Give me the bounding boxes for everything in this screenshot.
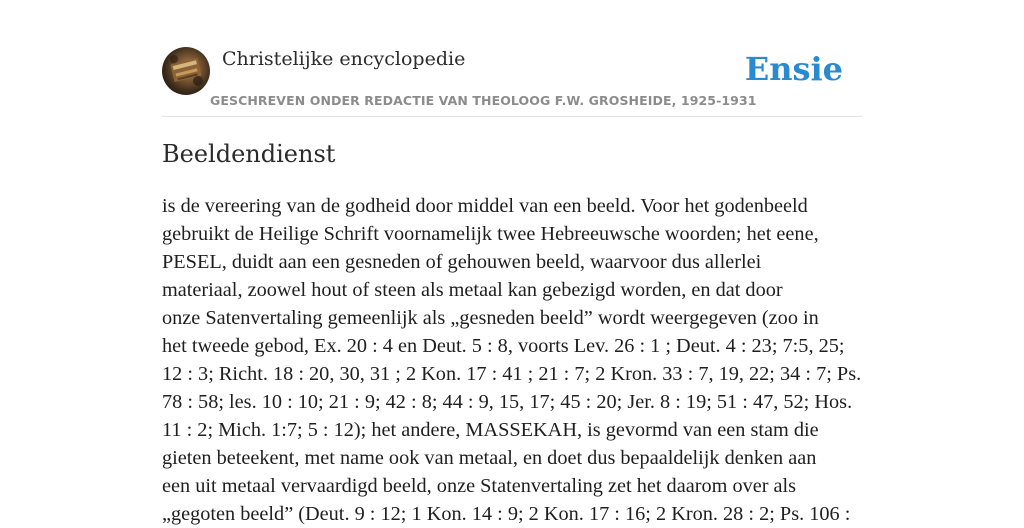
encyclopedia-header <box>162 47 862 117</box>
article-line: gieten beteekent, met name ook van metaal, en doet dus bepaaldelijk denken aan <box>162 447 817 469</box>
article-line: gebruikt de Heilige Schrift voornamelijk twee Hebreeuwsche woorden; het eene, <box>162 223 819 245</box>
article-line: is de vereering van de godheid door middel van een beeld. Voor het godenbeeld <box>162 195 808 217</box>
article-line: 78 : 58; les. 10 : 10; 21 : 9; 42 : 8; 44 : 9, 15, 17; 45 : 20; Jer. 8 : 19; 51 : 47, 52; Hos. <box>162 391 853 413</box>
book-cover-icon <box>162 47 210 95</box>
article-line: materiaal, zoowel hout of steen als metaal kan gebezigd worden, en dat door <box>162 279 783 301</box>
article-line: PESEL, duidt aan een gesneden of gehouwen beeld, waarvoor dus allerlei <box>162 251 762 273</box>
article-title: Beeldendienst <box>162 140 336 168</box>
article-line: het tweede gebod, Ex. 20 : 4 en Deut. 5 : 8, voorts Lev. 26 : 1 ; Deut. 4 : 23; 7:5, 25; <box>162 335 845 357</box>
article-line: 12 : 3; Richt. 18 : 20, 30, 31 ; 2 Kon. 17 : 41 ; 21 : 7; 2 Kron. 33 : 7, 19, 22; 34 : 7; Ps. <box>162 363 862 385</box>
brand-logo[interactable]: Ensie <box>744 50 843 88</box>
book-title[interactable]: Christelijke encyclopedie <box>222 48 466 70</box>
book-cover-avatar[interactable] <box>162 47 210 95</box>
book-subtitle: GESCHREVEN ONDER REDACTIE VAN THEOLOOG F.W. GROSHEIDE, 1925-1931 <box>210 93 757 108</box>
article-line: „gegoten beeld” (Deut. 9 : 12; 1 Kon. 14 : 9; 2 Kon. 17 : 16; 2 Kron. 28 : 2; Ps. 106 : <box>162 503 851 525</box>
article-body <box>162 192 866 528</box>
article-line: een uit metaal vervaardigd beeld, onze Statenvertaling zet het daarom over als <box>162 475 797 497</box>
article-line: 11 : 2; Mich. 1:7; 5 : 12); het andere, MASSEKAH, is gevormd van een stam die <box>162 419 819 441</box>
article-line: onze Satenvertaling gemeenlijk als „gesneden beeld” wordt weergegeven (zoo in <box>162 307 819 329</box>
